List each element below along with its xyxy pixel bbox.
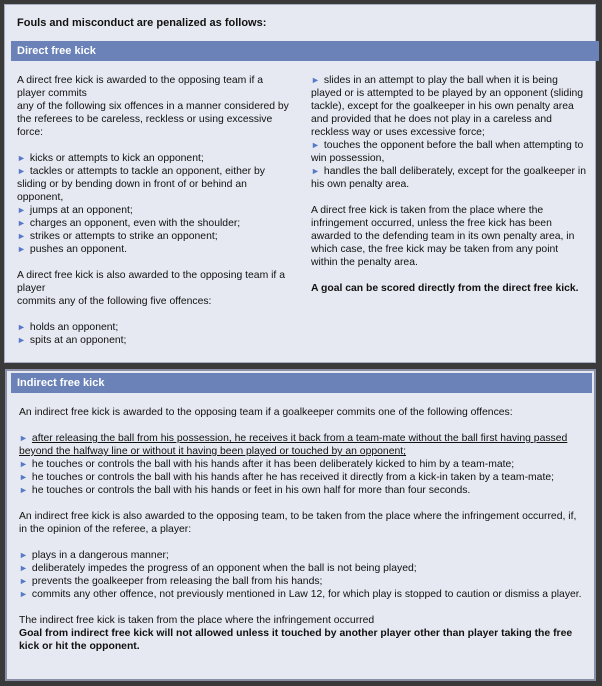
bullet-icon: ► (311, 75, 320, 85)
bullet-icon: ► (17, 218, 26, 228)
direct-also-line2: commits any of the following five offences: (17, 296, 212, 307)
list-item: ► holds an opponent; (17, 322, 119, 333)
bullet-icon: ► (19, 550, 28, 560)
list-item: ► after releasing the ball from his possession, he receives it back from a team-mate without the ball first having passed beyond the halfway line or without it having been played or touched by an opponent; (19, 433, 568, 457)
list-item: ► prevents the goalkeeper from releasing the ball from his hands; (19, 576, 323, 587)
bullet-icon: ► (17, 205, 26, 215)
bullet-icon: ► (17, 153, 26, 163)
bullet-icon: ► (17, 166, 26, 176)
indirect-free-kick-card (5, 369, 596, 681)
list-item: ► spits at an opponent; (17, 335, 127, 346)
indirect-also-text: An indirect free kick is also awarded to the opposing team, to be taken from the place where the infringement occurred, if, in the opinion of the referee, a player: (19, 511, 577, 535)
page-title: Fouls and misconduct are penalized as follows: (17, 17, 267, 29)
direct-right-column (311, 74, 587, 295)
list-item: ► touches the opponent before the ball when attempting to win possession, (311, 140, 584, 164)
direct-intro-line2: any of the following six offences in a manner considered by the referees to be careless, reckless or using excessive force: (17, 101, 289, 138)
indirect-place-text: The indirect free kick is taken from the place where the infringement occurred (19, 615, 375, 626)
bullet-icon: ► (311, 166, 320, 176)
bullet-icon: ► (19, 485, 28, 495)
bullet-icon: ► (311, 140, 320, 150)
list-item: ► jumps at an opponent; (17, 205, 133, 216)
list-item: ► slides in an attempt to play the ball when it is being played or is attempted to be played by an opponent (sliding tackle), except for the goalkeeper in his own penalty area and provided that he does not play in a careless and reckless way or uses excessive force; (311, 75, 584, 138)
direct-free-kick-card (4, 4, 596, 363)
direct-also-line1: A direct free kick is also awarded to the opposing team if a player (17, 270, 285, 294)
indirect-free-kick-heading: Indirect free kick (11, 373, 592, 393)
direct-free-kick-heading: Direct free kick (11, 41, 599, 61)
indirect-goal-note: Goal from indirect free kick will not allowed unless it touched by another player other than player taking the free kick or hit the opponent. (19, 628, 573, 652)
list-item: ► plays in a dangerous manner; (19, 550, 169, 561)
bullet-icon: ► (19, 472, 28, 482)
list-item: ► he touches or controls the ball with his hands or feet in his own half for more than four seconds. (19, 485, 471, 496)
bullet-icon: ► (19, 433, 28, 443)
bullet-icon: ► (19, 563, 28, 573)
list-item: ► commits any other offence, not previously mentioned in Law 12, for which play is stopped to caution or dismiss a player. (19, 589, 582, 600)
bullet-icon: ► (19, 589, 28, 599)
list-item: ► deliberately impedes the progress of an opponent when the ball is not being played; (19, 563, 417, 574)
bullet-icon: ► (19, 576, 28, 586)
direct-left-column (17, 74, 293, 347)
list-item: ► handles the ball deliberately, except for the goalkeeper in his own penalty area. (311, 166, 586, 190)
bullet-icon: ► (17, 231, 26, 241)
list-item: ► kicks or attempts to kick an opponent; (17, 153, 204, 164)
indirect-intro: An indirect free kick is awarded to the opposing team if a goalkeeper commits one of the following offences: (19, 407, 513, 418)
indirect-body (19, 406, 587, 653)
direct-intro-line1: A direct free kick is awarded to the opposing team if a player commits (17, 75, 264, 99)
bullet-icon: ► (17, 322, 26, 332)
bullet-icon: ► (17, 335, 26, 345)
list-item: ► charges an opponent, even with the shoulder; (17, 218, 241, 229)
list-item: ► he touches or controls the ball with his hands after it has been deliberately kicked to him by a team-mate; (19, 459, 515, 470)
list-item: ► pushes an opponent. (17, 244, 127, 255)
bullet-icon: ► (19, 459, 28, 469)
list-item: ► he touches or controls the ball with his hands after he has received it directly from a kick-in taken by a team-mate; (19, 472, 555, 483)
direct-place-text: A direct free kick is taken from the place where the infringement occurred, unless the free kick has been awarded to the defending team in its own penalty area, in which case, the free kick may be taken from any point within the penalty area. (311, 205, 575, 268)
list-item: ► strikes or attempts to strike an opponent; (17, 231, 218, 242)
bullet-icon: ► (17, 244, 26, 254)
list-item: ► tackles or attempts to tackle an opponent, either by sliding or by bending down in front of or behind an opponent, (17, 166, 265, 203)
direct-goal-note: A goal can be scored directly from the direct free kick. (311, 283, 579, 294)
